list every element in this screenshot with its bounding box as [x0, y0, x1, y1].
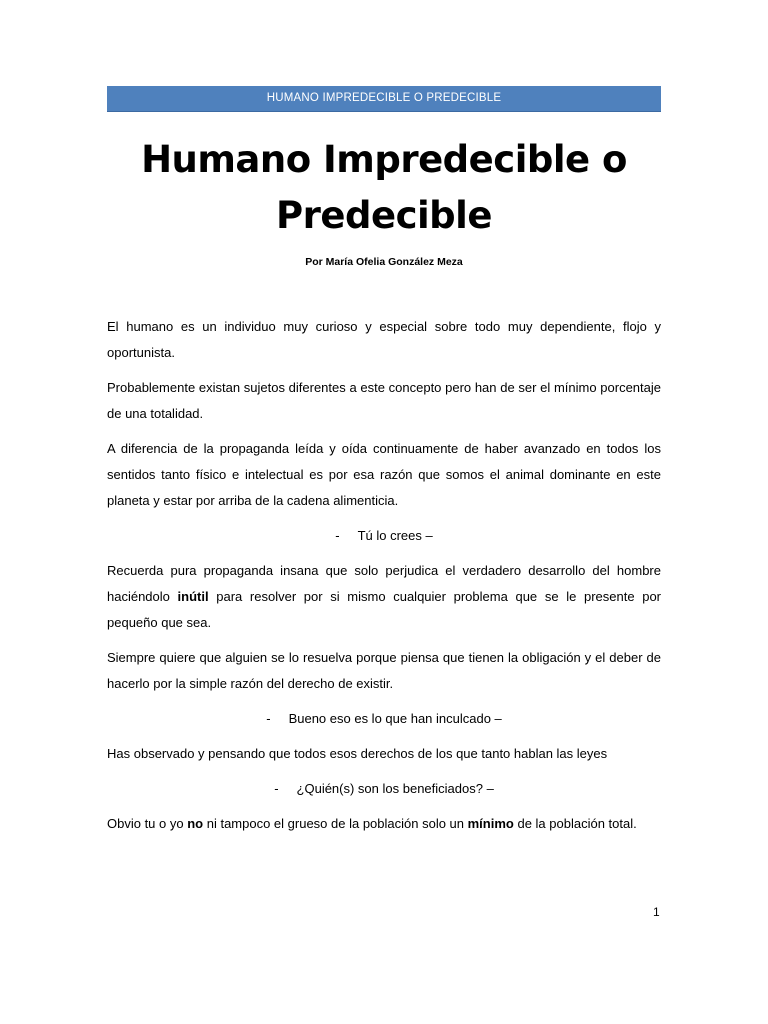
document-page [107, 86, 661, 846]
document-title [107, 132, 661, 244]
page-number: 1 [653, 905, 660, 919]
quote-1-text: Tú lo crees – [357, 528, 433, 543]
paragraph-2: Probablemente existan sujetos diferentes a este concepto pero han de ser el mínimo porcentaje de una totalidad. [107, 380, 661, 421]
quote-3-dash: - [274, 781, 279, 796]
paragraph-6: Has observado y pensando que todos esos derechos de los que tanto hablan las leyes [107, 746, 608, 761]
paragraph-7-part-a: Obvio tu o yo [107, 816, 188, 831]
paragraph-1: El humano es un individuo muy curioso y especial sobre todo muy dependiente, flojo y oportunista. [107, 319, 661, 360]
quote-3 [107, 776, 661, 802]
quote-2-text: Bueno eso es lo que han inculcado – [288, 711, 502, 726]
paragraph-7-bold-1: no [187, 816, 204, 831]
quote-2-dash: - [266, 711, 271, 726]
paragraph-7-part-c: de la población total. [513, 816, 637, 831]
title-line-1: Humano Impredecible o [141, 138, 627, 181]
quote-3-text: ¿Quién(s) son los beneficiados? – [296, 781, 494, 796]
title-line-2: Predecible [276, 194, 492, 237]
paragraph-7-part-b: ni tampoco el grueso de la población solo un [203, 816, 468, 831]
quote-2 [107, 706, 661, 732]
paragraph-4-bold: inútil [177, 589, 209, 604]
paragraph-3: A diferencia de la propaganda leída y oída continuamente de haber avanzado en todos los sentidos tanto físico e intelectual es por esa razón que somos el animal dominante en este planeta y estar por arriba de la cadena alimenticia. [107, 441, 661, 508]
paragraph-4 [107, 558, 661, 636]
paragraph-7 [107, 811, 661, 837]
paragraph-7-bold-2: mínimo [467, 816, 514, 831]
quote-1 [107, 523, 661, 549]
quote-1-dash: - [335, 528, 340, 543]
running-header: HUMANO IMPREDECIBLE O PREDECIBLE [107, 86, 661, 112]
document-body [107, 314, 661, 837]
paragraph-5: Siempre quiere que alguien se lo resuelva porque piensa que tienen la obligación y el deber de hacerlo por la simple razón del derecho de existir. [107, 650, 661, 691]
paragraph-4-part-b: para resolver por si mismo cualquier problema que se le presente por pequeño que sea. [107, 589, 662, 630]
author-byline: Por María Ofelia González Meza [305, 256, 463, 268]
paragraph-4-part-a: Recuerda pura propaganda insana que solo perjudica el verdadero desarrollo del hombre haciéndolo [107, 563, 661, 604]
